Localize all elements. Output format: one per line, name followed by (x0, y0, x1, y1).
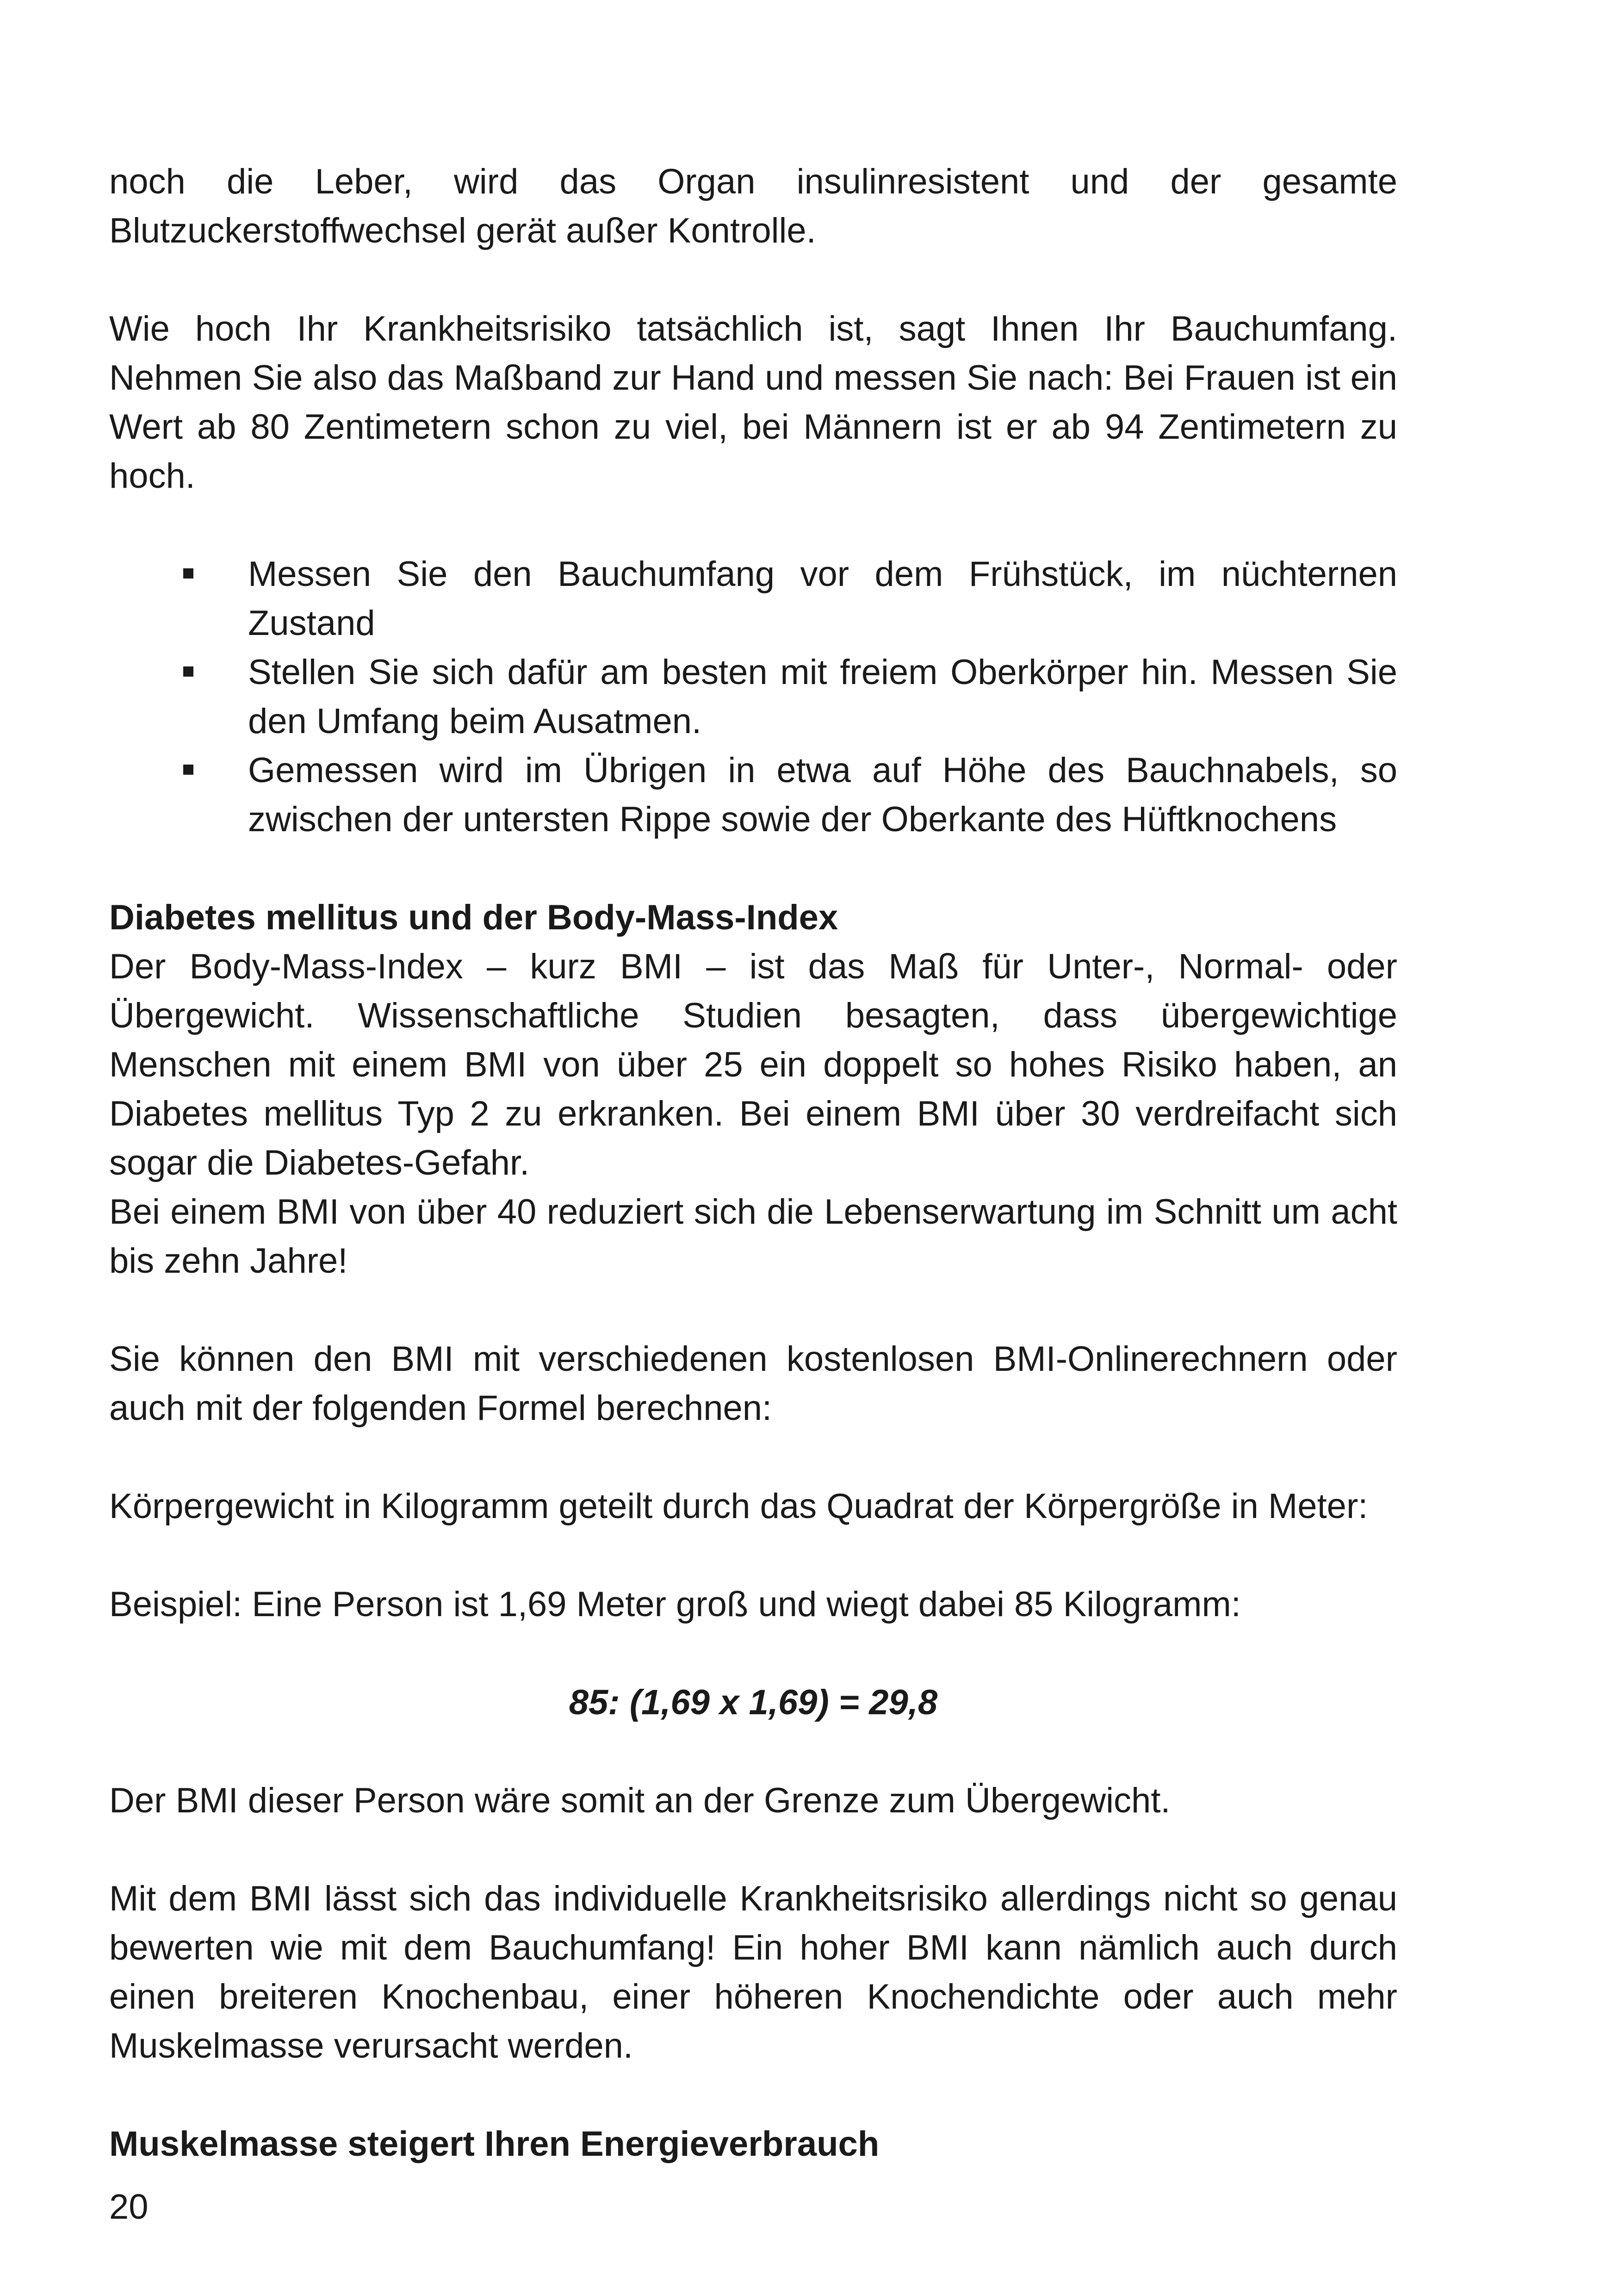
square-bullet-icon (183, 568, 193, 579)
measurement-bullet-list (109, 550, 1397, 844)
page-content (109, 157, 1397, 2169)
result-paragraph: Der BMI dieser Person wäre somit an der Grenze zum Übergewicht. (109, 1781, 1171, 1820)
section-heading-muscle: Muskelmasse steigert Ihren Energieverbrauch (109, 2124, 880, 2164)
section-heading-bmi: Diabetes mellitus und der Body-Mass-Index (109, 898, 838, 937)
formula-description: Körpergewicht in Kilogramm geteilt durch das Quadrat der Körpergröße in Meter: (109, 1487, 1368, 1526)
example-paragraph: Beispiel: Eine Person ist 1,69 Meter groß und wiegt dabei 85 Kilogramm: (109, 1585, 1241, 1624)
life-expectancy-paragraph: Bei einem BMI von über 40 reduziert sich die Lebenserwartung im Schnitt um acht bis zehn Jahre! (109, 1192, 1397, 1281)
list-item (109, 550, 1397, 648)
page-number: 20 (109, 2187, 149, 2227)
list-item-text: Messen Sie den Bauchumfang vor dem Frühstück, im nüchternen Zustand (248, 554, 1397, 643)
list-item (109, 648, 1397, 746)
intro-paragraph: noch die Leber, wird das Organ insulinresistent und der gesamte Blutzuckerstoffwechsel gerät außer Kontrolle. (109, 162, 1397, 250)
square-bullet-icon (183, 666, 193, 677)
list-item-text: Gemessen wird im Übrigen in etwa auf Höhe des Bauchnabels, so zwischen der untersten Rippe sowie der Oberkante des Hüftknochens (248, 751, 1397, 839)
limits-paragraph: Mit dem BMI lässt sich das individuelle Krankheitsrisiko allerdings nicht so genau bewerten wie mit dem Bauchumfang! Ein hoher BMI kann nämlich auch durch einen breiteren Knochenbau, einer höheren Knochendichte oder auch mehr Muskelmasse verursacht werden. (109, 1879, 1397, 2066)
calculation-paragraph: Sie können den BMI mit verschiedenen kostenlosen BMI-Onlinerechnern oder auch mit der folgenden Formel berechnen: (109, 1339, 1397, 1428)
formula-example: 85: (1,69 x 1,69) = 29,8 (569, 1683, 938, 1722)
risk-paragraph: Wie hoch Ihr Krankheitsrisiko tatsächlich ist, sagt Ihnen Ihr Bauchumfang. Nehmen Sie also das Maßband zur Hand und messen Sie nach: Bei Frauen ist ein Wert ab 80 Zentimetern schon zu viel, bei Männern ist er ab 94 Zentimetern zu hoch. (109, 309, 1397, 496)
bmi-paragraph: Der Body-Mass-Index – kurz BMI – ist das Maß für Unter-, Normal- oder Übergewicht. Wissenschaftliche Studien besagten, dass übergewichtige Menschen mit einem BMI von über 25 ein doppelt so hohes Risiko haben, an Diabetes mellitus Typ 2 zu erkranken. Bei einem BMI über 30 verdreifacht sich sogar die Diabetes-Gefahr. (109, 947, 1397, 1182)
square-bullet-icon (183, 765, 193, 775)
list-item (109, 746, 1397, 844)
list-item-text: Stellen Sie sich dafür am besten mit freiem Oberkörper hin. Messen Sie den Umfang beim Ausatmen. (248, 653, 1397, 741)
